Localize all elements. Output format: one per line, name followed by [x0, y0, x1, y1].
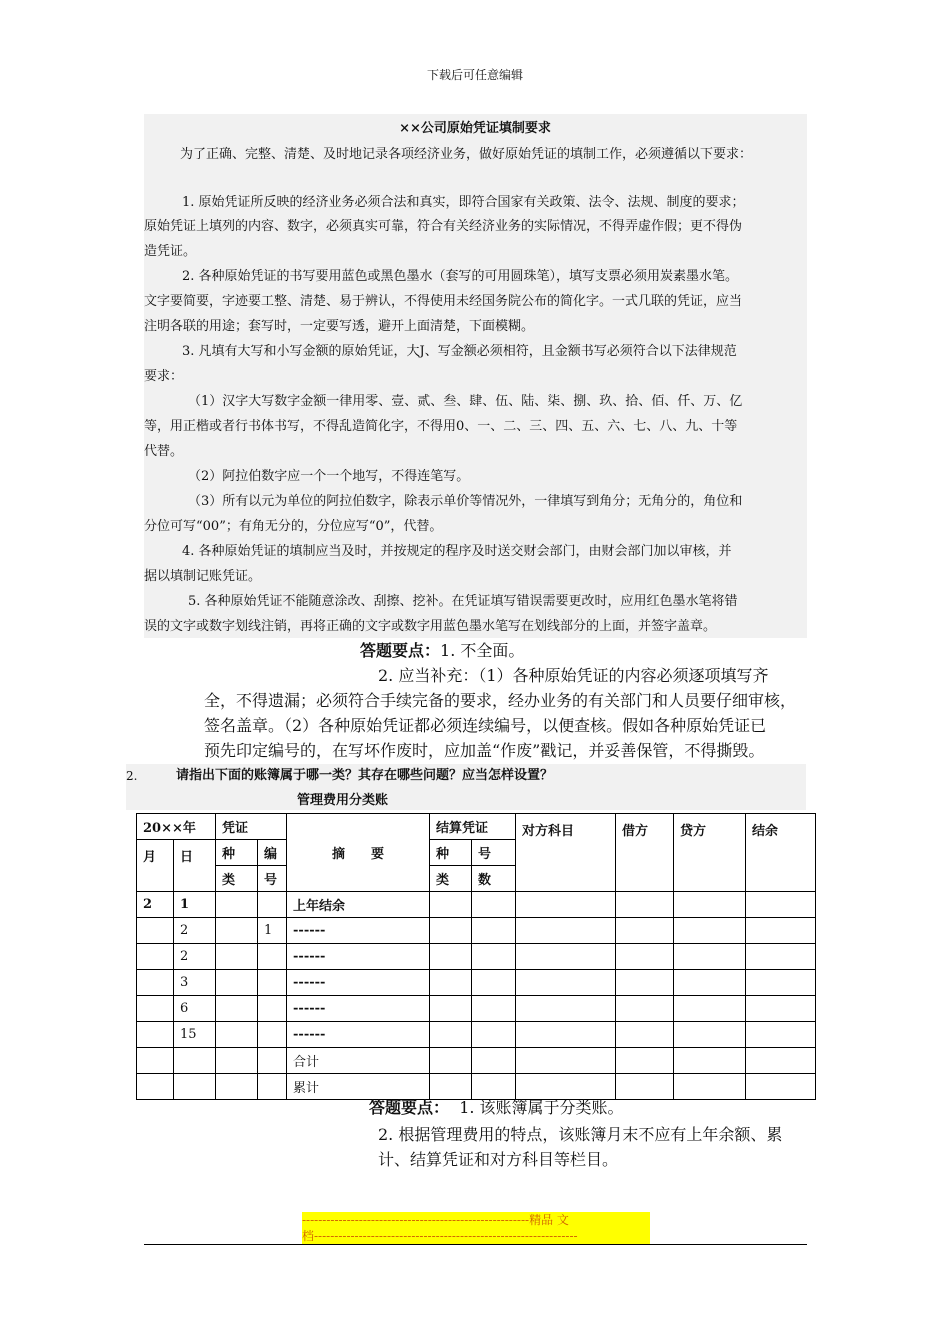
summary-cell: 上年结余: [287, 892, 430, 918]
voucher-kind-cell: [216, 1048, 258, 1074]
no-header-b: 号: [258, 866, 287, 892]
voucher-no-cell: [258, 996, 287, 1022]
day-cell: 2: [174, 918, 216, 944]
para-line: 注明各联的用途；套写时，一定要写透，避开上面清楚，下面模糊。: [144, 319, 535, 334]
settle-no-cell: [472, 996, 516, 1022]
answer-point: 1. 该账簿属于分类账。: [459, 1098, 624, 1117]
ledger-row: [137, 944, 816, 970]
para-line: 要求：: [144, 369, 184, 384]
ledger-body: [137, 892, 816, 1100]
settle-kind-cell: [430, 1048, 472, 1074]
settle-kind-cell: [430, 892, 472, 918]
answer-1: [360, 640, 524, 662]
credit-cell: [674, 944, 746, 970]
summary-cell: 累计: [287, 1074, 430, 1100]
credit-cell: [674, 1074, 746, 1100]
para-line: 误的文字或数字划线注销，再将正确的文字或数字用蓝色墨水笔写在划线部分的上面，并签字盖章。: [144, 619, 717, 634]
ledger-row: [137, 970, 816, 996]
summary-cell: ------: [287, 944, 430, 970]
account-cell: [516, 1022, 616, 1048]
day-cell: 6: [174, 996, 216, 1022]
summary-header: 摘 要: [287, 814, 430, 892]
account-cell: [516, 1048, 616, 1074]
credit-cell: [674, 1022, 746, 1048]
ledger-title: 管理费用分类账: [297, 793, 389, 808]
answer-line: 预先印定编号的，在写坏作废时，应加盖“作废”戳记，并妥善保管，不得撕毁。: [204, 741, 765, 760]
voucher-no-cell: 1: [258, 918, 287, 944]
header-note: 下载后可任意编辑: [426, 68, 523, 82]
day-header: 日: [174, 840, 216, 892]
ledger-row: [137, 892, 816, 918]
day-cell: 3: [174, 970, 216, 996]
section-intro: 为了正确、完整、清楚、及时地记录各项经济业务，做好原始凭证的填制工作，必须遵循以下要求：: [180, 147, 753, 162]
para-line: 5. 各种原始凭证不能随意涂改、刮擦、挖补。在凭证填写错误需要更改时，应用红色墨水笔将错: [188, 594, 738, 609]
settle-voucher-header: 结算凭证: [430, 814, 516, 840]
year-header: 20××年: [137, 814, 216, 840]
kind-header-a: 种: [216, 840, 258, 866]
settle-kind-cell: [430, 944, 472, 970]
para-line: 3. 凡填有大写和小写金额的原始凭证，大J、写金额必须相符，且金额书写必须符合以下法律规范: [182, 344, 737, 359]
month-header: 月: [137, 840, 174, 892]
summary-cell: ------: [287, 918, 430, 944]
settle-kind-cell: [430, 1074, 472, 1100]
settle-no-cell: [472, 892, 516, 918]
voucher-kind-cell: [216, 1022, 258, 1048]
settle-kind-header-b: 类: [430, 866, 472, 892]
month-cell: 2: [137, 892, 174, 918]
month-cell: [137, 944, 174, 970]
para-line: 文字要简要，字迹要工整、清楚、易于辨认，不得使用未经国务院公布的简化字。一式几联的凭证，应当: [144, 294, 743, 309]
voucher-no-cell: [258, 1022, 287, 1048]
balance-cell: [746, 1022, 816, 1048]
voucher-kind-cell: [216, 996, 258, 1022]
settle-kind-cell: [430, 918, 472, 944]
debit-cell: [616, 970, 674, 996]
ledger-table: [136, 813, 816, 1100]
month-cell: [137, 996, 174, 1022]
balance-cell: [746, 944, 816, 970]
settle-no-header-b: 数: [472, 866, 516, 892]
balance-cell: [746, 970, 816, 996]
credit-header: 贷方: [674, 814, 746, 892]
balance-cell: [746, 918, 816, 944]
footer-watermark: [302, 1212, 650, 1244]
account-cell: [516, 996, 616, 1022]
para-line: 2. 各种原始凭证的书写要用蓝色或黑色墨水（套写的可用圆珠笔），填写支票必须用炭素墨水笔。: [182, 269, 739, 284]
question-number: 2.: [126, 769, 138, 783]
debit-cell: [616, 892, 674, 918]
no-header-a: 编: [258, 840, 287, 866]
ledger-row: [137, 1022, 816, 1048]
voucher-kind-cell: [216, 970, 258, 996]
answer-label: 答题要点：: [360, 641, 441, 660]
footer-line-1: --------------------------------------------------------精品 文: [302, 1213, 569, 1227]
settle-no-cell: [472, 1074, 516, 1100]
credit-cell: [674, 996, 746, 1022]
voucher-no-cell: [258, 1074, 287, 1100]
answer-line: 计、结算凭证和对方科目等栏目。: [378, 1150, 619, 1169]
para-line: 原始凭证上填列的内容、数字，必须真实可靠，符合有关经济业务的实际情况，不得弄虚作假；更不得伪: [144, 219, 743, 234]
month-cell: [137, 918, 174, 944]
debit-cell: [616, 918, 674, 944]
voucher-no-cell: [258, 970, 287, 996]
answer-point: 1. 不全面。: [440, 641, 525, 660]
voucher-header: 凭证: [216, 814, 287, 840]
summary-cell: ------: [287, 996, 430, 1022]
debit-cell: [616, 1022, 674, 1048]
ledger-row: [137, 1048, 816, 1074]
voucher-kind-cell: [216, 944, 258, 970]
voucher-no-cell: [258, 944, 287, 970]
balance-cell: [746, 892, 816, 918]
credit-cell: [674, 970, 746, 996]
section-title: ××公司原始凭证填制要求: [399, 121, 551, 136]
ledger-row: [137, 918, 816, 944]
ledger-row: [137, 1074, 816, 1100]
settle-kind-cell: [430, 970, 472, 996]
account-cell: [516, 892, 616, 918]
settle-kind-cell: [430, 1022, 472, 1048]
summary-cell: ------: [287, 1022, 430, 1048]
summary-cell: 合计: [287, 1048, 430, 1074]
day-cell: 1: [174, 892, 216, 918]
para-line: 等，用正楷或者行书体书写，不得乱造简化字，不得用0、一、二、三、四、五、六、七、八、九、十等: [144, 419, 738, 434]
debit-cell: [616, 1048, 674, 1074]
answer-2: [369, 1097, 624, 1119]
ledger-row: [137, 996, 816, 1022]
voucher-kind-cell: [216, 1074, 258, 1100]
balance-cell: [746, 1074, 816, 1100]
balance-header: 结余: [746, 814, 816, 892]
account-cell: [516, 970, 616, 996]
footer-line-2: 档-----------------------------------------------------------------: [302, 1229, 578, 1243]
question-text: 请指出下面的账簿属于哪一类？其存在哪些问题？应当怎样设置？: [176, 768, 554, 783]
credit-cell: [674, 918, 746, 944]
voucher-no-cell: [258, 1048, 287, 1074]
debit-cell: [616, 944, 674, 970]
answer-line: 2. 应当补充：（1）各种原始凭证的内容必须逐项填写齐: [378, 666, 769, 685]
kind-header-b: 类: [216, 866, 258, 892]
para-line: 分位可写“00”；有角无分的，分位应写“0”，代替。: [144, 519, 443, 534]
para-line: 1. 原始凭证所反映的经济业务必须合法和真实，即符合国家有关政策、法令、法规、制度的要求；: [182, 195, 745, 210]
day-cell: 15: [174, 1022, 216, 1048]
balance-cell: [746, 996, 816, 1022]
para-line: 据以填制记账凭证。: [144, 569, 262, 584]
answer-line: 全，不得遗漏；必须符合手续完备的要求，经办业务的有关部门和人员要仔细审核，: [204, 691, 797, 710]
voucher-kind-cell: [216, 918, 258, 944]
debit-cell: [616, 1074, 674, 1100]
para-line: （2）阿拉伯数字应一个一个地写，不得连笔写。: [188, 469, 470, 484]
day-cell: [174, 1074, 216, 1100]
answer-line: 签名盖章。（2）各种原始凭证都必须连续编号，以便查核。假如各种原始凭证已: [204, 716, 767, 735]
summary-cell: ------: [287, 970, 430, 996]
account-header: 对方科目: [516, 814, 616, 892]
voucher-kind-cell: [216, 892, 258, 918]
balance-cell: [746, 1048, 816, 1074]
account-cell: [516, 1074, 616, 1100]
para-line: 造凭证。: [144, 244, 197, 259]
para-line: （3）所有以元为单位的阿拉伯数字，除表示单价等情况外，一律填写到角分；无角分的，角位和: [188, 494, 743, 509]
month-cell: [137, 970, 174, 996]
settle-no-cell: [472, 944, 516, 970]
month-cell: [137, 1074, 174, 1100]
debit-cell: [616, 996, 674, 1022]
settle-kind-cell: [430, 996, 472, 1022]
debit-header: 借方: [616, 814, 674, 892]
para-line: 代替。: [144, 444, 184, 459]
month-cell: [137, 1022, 174, 1048]
voucher-no-cell: [258, 892, 287, 918]
credit-cell: [674, 1048, 746, 1074]
para-line: （1）汉字大写数字金额一律用零、壹、贰、叁、肆、伍、陆、柒、捌、玖、拾、佰、仟、万、亿: [188, 394, 743, 409]
settle-no-cell: [472, 1048, 516, 1074]
settle-no-cell: [472, 918, 516, 944]
settle-no-cell: [472, 1022, 516, 1048]
footer-rule: [144, 1244, 807, 1245]
account-cell: [516, 944, 616, 970]
answer-label: 答题要点：: [369, 1098, 450, 1117]
day-cell: [174, 1048, 216, 1074]
settle-kind-header-a: 种: [430, 840, 472, 866]
settle-no-cell: [472, 970, 516, 996]
credit-cell: [674, 892, 746, 918]
para-line: 4. 各种原始凭证的填制应当及时，并按规定的程序及时送交财会部门，由财会部门加以审核，并: [182, 544, 732, 559]
day-cell: 2: [174, 944, 216, 970]
settle-no-header-a: 号: [472, 840, 516, 866]
answer-line: 2. 根据管理费用的特点，该账簿月末不应有上年余额、累: [378, 1125, 783, 1144]
month-cell: [137, 1048, 174, 1074]
account-cell: [516, 918, 616, 944]
